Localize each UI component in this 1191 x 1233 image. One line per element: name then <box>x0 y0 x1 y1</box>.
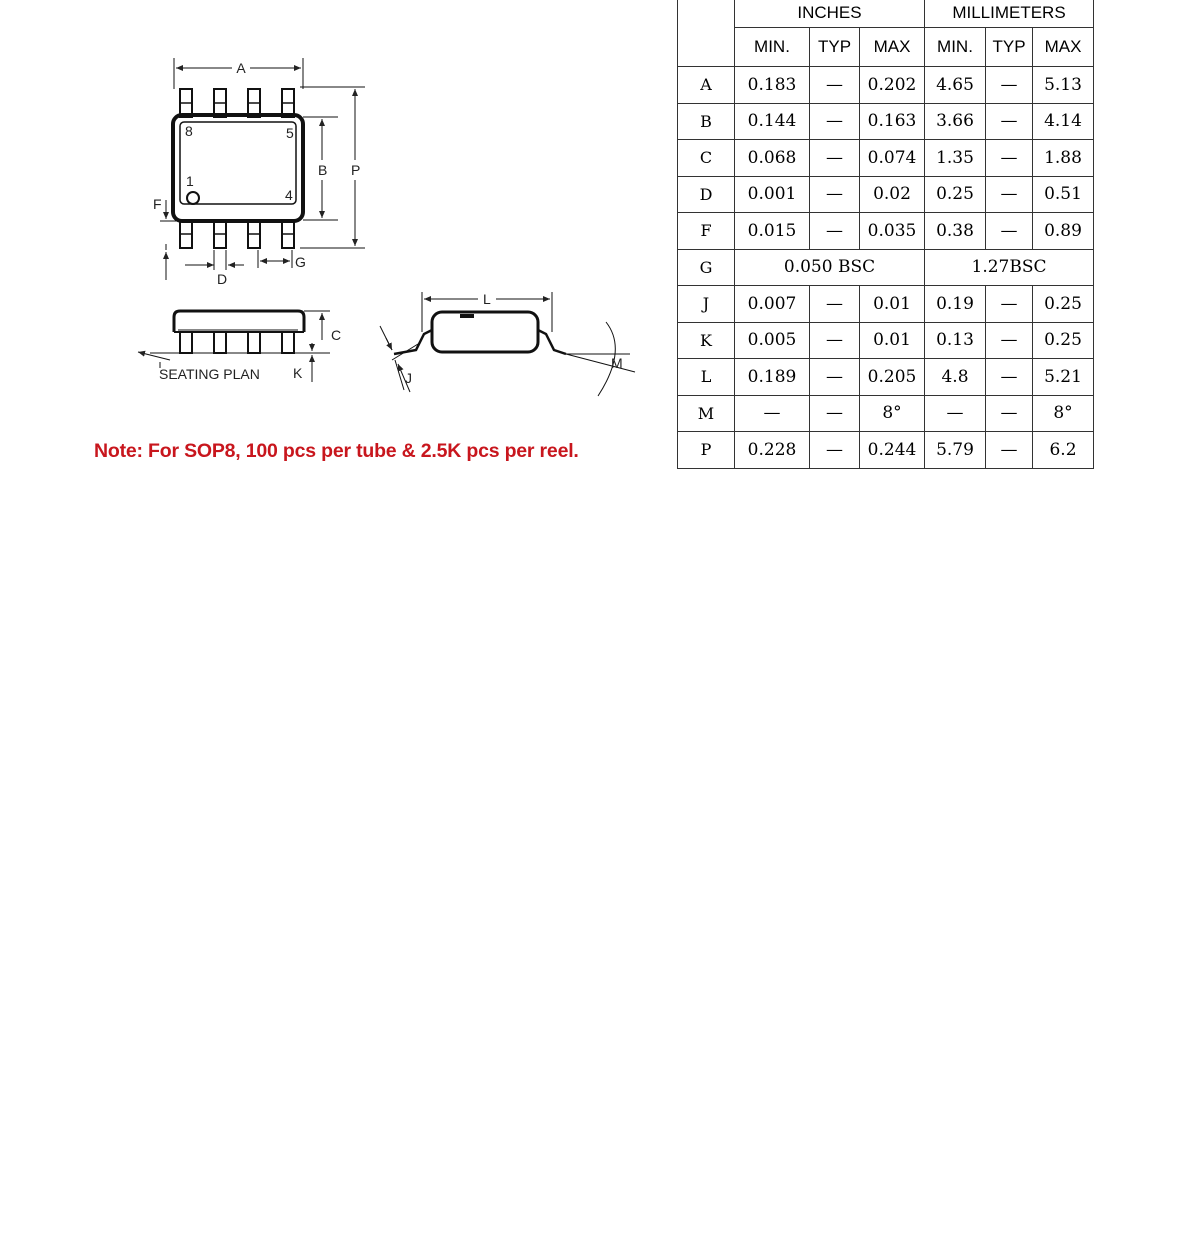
table-cell: 0.015 <box>735 213 810 250</box>
col-header: MAX <box>860 28 925 67</box>
table-row <box>678 67 1094 104</box>
dimension-symbol: K <box>678 322 735 359</box>
dimension-symbol: D <box>678 176 735 213</box>
table-row <box>678 432 1094 469</box>
table-row <box>678 359 1094 396</box>
table-cell: 0.19 <box>925 286 986 323</box>
table-cell: 0.01 <box>860 322 925 359</box>
pin-label-5: 5 <box>286 125 294 141</box>
table-cell: 0.005 <box>735 322 810 359</box>
col-header: MAX <box>1033 28 1094 67</box>
table-cell: 0.007 <box>735 286 810 323</box>
table-cell: 0.02 <box>860 176 925 213</box>
table-cell: 1.35 <box>925 140 986 177</box>
table-cell: — <box>735 395 810 432</box>
table-cell: 0.001 <box>735 176 810 213</box>
packing-note: Note: For SOP8, 100 pcs per tube & 2.5K pcs per reel. <box>94 440 579 462</box>
dim-label-m: M <box>611 355 623 371</box>
dimension-symbol: L <box>678 359 735 396</box>
col-header: TYP <box>986 28 1033 67</box>
dim-label-a: A <box>236 60 246 76</box>
top-view-labels <box>153 60 360 287</box>
table-cell: — <box>986 395 1033 432</box>
table-cell: — <box>810 322 860 359</box>
table-cell: 6.2 <box>1033 432 1094 469</box>
dimension-symbol: G <box>678 249 735 286</box>
table-cell: — <box>986 103 1033 140</box>
dimension-symbol: M <box>678 395 735 432</box>
table-cell: 0.035 <box>860 213 925 250</box>
seating-plane-label: SEATING PLAN <box>159 366 260 382</box>
table-cell: — <box>986 322 1033 359</box>
table-cell: — <box>810 395 860 432</box>
end-view <box>380 292 635 396</box>
table-cell: 1.88 <box>1033 140 1094 177</box>
table-cell: — <box>810 103 860 140</box>
table-row <box>678 286 1094 323</box>
dimension-table-body <box>678 67 1094 469</box>
table-row <box>678 395 1094 432</box>
table-cell: — <box>810 176 860 213</box>
side-view-labels <box>159 327 341 382</box>
table-cell: 0.050 BSC <box>735 249 925 286</box>
table-cell: — <box>810 286 860 323</box>
table-cell: 0.01 <box>860 286 925 323</box>
table-cell: 1.27BSC <box>925 249 1094 286</box>
table-cell: 4.65 <box>925 67 986 104</box>
dim-label-j: J <box>405 370 412 386</box>
dimension-symbol: J <box>678 286 735 323</box>
pin-label-4: 4 <box>285 187 293 203</box>
table-cell: 0.163 <box>860 103 925 140</box>
table-cell: 0.25 <box>925 176 986 213</box>
dim-label-b: B <box>318 162 328 178</box>
table-cell: 0.13 <box>925 322 986 359</box>
top-view <box>160 58 365 280</box>
col-header: MIN. <box>925 28 986 67</box>
dimension-symbol: B <box>678 103 735 140</box>
table-cell: 0.38 <box>925 213 986 250</box>
table-cell: — <box>986 432 1033 469</box>
table-cell: 8° <box>860 395 925 432</box>
table-row <box>678 322 1094 359</box>
table-cell: — <box>986 67 1033 104</box>
table-cell: — <box>986 359 1033 396</box>
dimension-table <box>677 0 1094 469</box>
symbol-header <box>678 0 735 67</box>
table-cell: — <box>986 140 1033 177</box>
dimension-symbol: P <box>678 432 735 469</box>
table-cell: — <box>810 432 860 469</box>
table-cell: 0.228 <box>735 432 810 469</box>
pin-label-8: 8 <box>185 123 193 139</box>
end-view-labels <box>405 291 623 386</box>
table-row <box>678 176 1094 213</box>
table-cell: 0.51 <box>1033 176 1094 213</box>
table-cell: 0.25 <box>1033 322 1094 359</box>
dim-label-k: K <box>293 365 303 381</box>
table-row <box>678 249 1094 286</box>
table-cell: — <box>810 213 860 250</box>
table-cell: — <box>986 286 1033 323</box>
table-cell: 0.183 <box>735 67 810 104</box>
inches-header: INCHES <box>735 0 925 28</box>
table-cell: 4.14 <box>1033 103 1094 140</box>
table-cell: — <box>925 395 986 432</box>
millimeters-header: MILLIMETERS <box>925 0 1094 28</box>
table-cell: 5.21 <box>1033 359 1094 396</box>
table-cell: — <box>810 140 860 177</box>
package-outline-drawing <box>0 0 660 420</box>
table-cell: 0.074 <box>860 140 925 177</box>
table-cell: 4.8 <box>925 359 986 396</box>
pin-label-1: 1 <box>186 173 194 189</box>
dimension-symbol: C <box>678 140 735 177</box>
table-cell: 0.189 <box>735 359 810 396</box>
table-cell: 0.144 <box>735 103 810 140</box>
table-row <box>678 213 1094 250</box>
table-cell: 3.66 <box>925 103 986 140</box>
table-cell: 8° <box>1033 395 1094 432</box>
col-header: TYP <box>810 28 860 67</box>
dim-label-d: D <box>217 271 228 287</box>
table-cell: 0.202 <box>860 67 925 104</box>
table-cell: 5.79 <box>925 432 986 469</box>
col-header: MIN. <box>735 28 810 67</box>
table-cell: 0.89 <box>1033 213 1094 250</box>
dim-label-p: P <box>351 162 361 178</box>
table-cell: 0.068 <box>735 140 810 177</box>
table-cell: 0.244 <box>860 432 925 469</box>
dim-label-f: F <box>153 196 162 212</box>
table-row <box>678 140 1094 177</box>
dim-label-l: L <box>483 291 491 307</box>
table-cell: — <box>986 176 1033 213</box>
table-cell: 0.25 <box>1033 286 1094 323</box>
table-cell: 5.13 <box>1033 67 1094 104</box>
table-cell: — <box>810 359 860 396</box>
table-cell: — <box>986 213 1033 250</box>
dimension-symbol: A <box>678 67 735 104</box>
dim-label-c: C <box>331 327 342 343</box>
table-cell: — <box>810 67 860 104</box>
table-cell: 0.205 <box>860 359 925 396</box>
table-row <box>678 103 1094 140</box>
dimension-symbol: F <box>678 213 735 250</box>
dim-label-g: G <box>295 254 306 270</box>
